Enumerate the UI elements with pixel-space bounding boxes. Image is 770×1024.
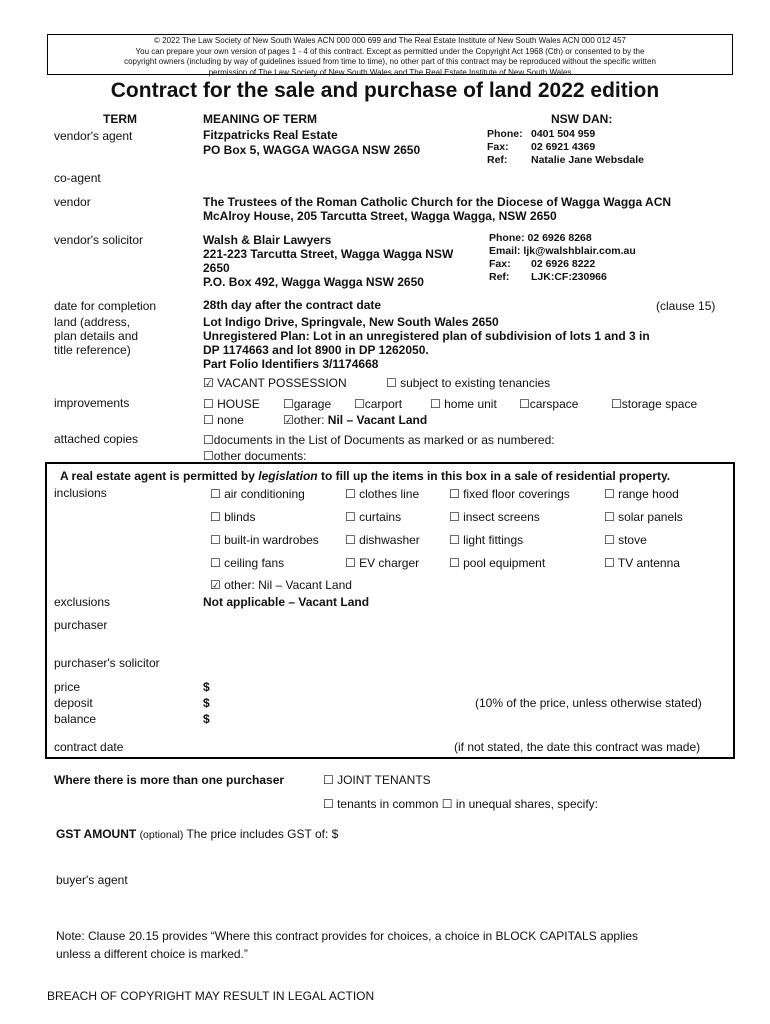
inclusion-pool-equipment[interactable]: ☐ pool equipment <box>449 556 546 570</box>
land-line-2: Unregistered Plan: Lot in an unregistered plan of subdivision of lots 1 and 3 in <box>203 329 650 343</box>
attached-copies-label: attached copies <box>54 432 139 446</box>
note-line-2: unless a different choice is marked.” <box>56 947 248 961</box>
vendors-solicitor-label: vendor's solicitor <box>54 233 143 247</box>
inclusion-light-fittings[interactable]: ☐ light fittings <box>449 533 524 547</box>
page-title: Contract for the sale and purchase of land 2022 edition <box>110 79 660 102</box>
other-documents-checkbox[interactable]: ☐other documents: <box>203 449 307 463</box>
carport-checkbox[interactable]: ☐carport <box>354 397 403 411</box>
inclusion-insect-screens[interactable]: ☐ insect screens <box>449 510 540 524</box>
vendors-agent-contact <box>487 128 644 167</box>
land-line-1: Lot Indigo Drive, Springvale, New South Wales 2650 <box>203 315 499 329</box>
vendors-solicitor-contact <box>489 232 636 284</box>
heading-post: to fill up the items in this box in a sale of residential property. <box>317 469 671 483</box>
vendors-agent-fax: 02 6921 4369 <box>531 141 596 153</box>
co-agent-label: co-agent <box>54 171 101 185</box>
land-line-4: Part Folio Identifiers 3/1174668 <box>203 357 379 371</box>
completion-value: 28th day after the contract date <box>203 298 382 312</box>
vendors-solicitor-address-3: P.O. Box 492, Wagga Wagga NSW 2650 <box>203 275 424 289</box>
fax-label: Fax: <box>487 141 509 153</box>
storage-space-checkbox[interactable]: ☐storage space <box>611 397 698 411</box>
copyright-line-1: © 2022 The Law Society of New South Wales ACN 000 000 699 and The Real Estate Institute of New South Wales ACN 000 012 457 <box>154 36 626 45</box>
deposit-label: deposit <box>54 696 93 710</box>
inclusion-solar-panels[interactable]: ☐ solar panels <box>604 510 683 524</box>
inclusion-ceiling-fans[interactable]: ☐ ceiling fans <box>210 556 285 570</box>
ref-label: Ref: <box>489 271 510 283</box>
completion-label: date for completion <box>54 299 157 313</box>
choices-note <box>56 927 638 963</box>
vendors-solicitor-address-2: 2650 <box>203 261 230 275</box>
copyright-warning: BREACH OF COPYRIGHT MAY RESULT IN LEGAL ACTION <box>47 989 375 1003</box>
none-checkbox[interactable]: ☐ none <box>203 413 244 427</box>
list-of-documents-checkbox[interactable]: ☐documents in the List of Documents as marked or as numbered: <box>203 433 555 447</box>
vacant-possession-checkbox[interactable]: ☑ VACANT POSSESSION <box>203 376 347 390</box>
inclusion-blinds[interactable]: ☐ blinds <box>210 510 256 524</box>
copyright-line-2: You can prepare your own version of pages 1 - 4 of this contract. Except as permitted under the Copyright Act 1968 (Cth) or consented to by the <box>135 46 645 56</box>
term-header: TERM <box>103 112 137 126</box>
purchaser-label: purchaser <box>54 618 108 632</box>
land-label-3: title reference) <box>54 343 131 357</box>
price-label: price <box>54 680 81 694</box>
deposit-dollar: $ <box>203 696 210 710</box>
heading-legislation: legislation <box>258 469 318 483</box>
copyright-notice <box>47 34 733 75</box>
tenants-in-common-checkbox[interactable]: ☐ tenants in common ☐ in unequal shares, specify: <box>323 797 598 811</box>
inclusion-tv-antenna[interactable]: ☐ TV antenna <box>604 556 680 570</box>
multi-purchaser-label: Where there is more than one purchaser <box>54 773 285 787</box>
gst-label: GST AMOUNT <box>56 827 137 841</box>
ref-label: Ref: <box>487 154 508 166</box>
vendors-solicitor-fax: 02 6926 8222 <box>531 258 596 270</box>
inclusion-built-in-wardrobes[interactable]: ☐ built-in wardrobes <box>210 533 319 547</box>
vendors-solicitor-ref: LJK:CF:230966 <box>531 271 607 283</box>
contract-date-label: contract date <box>54 740 124 754</box>
land-label-1: land (address, <box>54 315 131 329</box>
note-line-1: Note: Clause 20.15 provides “Where this contract provides for choices, a choice in BLOCK CAPITALS applies <box>56 929 639 943</box>
meaning-header: MEANING OF TERM <box>203 112 317 126</box>
phone-label: Phone: <box>487 128 523 140</box>
agent-box <box>45 462 735 759</box>
vendors-agent-address: PO Box 5, WAGGA WAGGA NSW 2650 <box>203 143 421 157</box>
other-checkbox-label: ☑other: <box>283 413 325 427</box>
vendors-agent-name: Fitzpatricks Real Estate <box>203 128 338 142</box>
inclusion-clothes-line[interactable]: ☐ clothes line <box>345 487 420 501</box>
exclusions-value: Not applicable – Vacant Land <box>203 595 370 609</box>
inclusion-stove[interactable]: ☐ stove <box>604 533 647 547</box>
vendor-line-1: The Trustees of the Roman Catholic Church for the Diocese of Wagga Wagga ACN <box>203 195 672 209</box>
land-line-3: DP 1174663 and lot 8900 in DP 1262050. <box>203 343 429 357</box>
copyright-line-4: permission of The Law Society of New South Wales and The Real Estate Institute of New South Wales <box>208 67 572 77</box>
balance-dollar: $ <box>203 712 210 726</box>
purchasers-solicitor-label: purchaser's solicitor <box>54 656 160 670</box>
agent-box-heading <box>60 469 670 483</box>
improvements-other-value: Nil – Vacant Land <box>327 413 428 427</box>
vendor-label: vendor <box>54 195 91 209</box>
improvements-label: improvements <box>54 396 130 410</box>
vendors-solicitor-address-1: 221-223 Tarcutta Street, Wagga Wagga NSW <box>203 247 454 261</box>
joint-tenants-checkbox[interactable]: ☐ JOINT TENANTS <box>323 773 431 787</box>
inclusion-ev-charger[interactable]: ☐ EV charger <box>345 556 420 570</box>
vendors-solicitor-name: Walsh & Blair Lawyers <box>203 233 332 247</box>
balance-label: balance <box>54 712 97 726</box>
gst-text: The price includes GST of: $ <box>186 827 339 841</box>
completion-clause: (clause 15) <box>656 299 716 313</box>
inclusion-air-conditioning[interactable]: ☐ air conditioning <box>210 487 305 501</box>
price-dollar: $ <box>203 680 210 694</box>
vendors-agent-label: vendor's agent <box>54 129 133 143</box>
contract-date-note: (if not stated, the date this contract was made) <box>454 740 701 754</box>
vendors-agent-phone: 0401 504 959 <box>531 128 596 140</box>
inclusion-range-hood[interactable]: ☐ range hood <box>604 487 679 501</box>
vendors-solicitor-phone: Phone: 02 6926 8268 <box>489 232 592 244</box>
carspace-checkbox[interactable]: ☐carspace <box>519 397 579 411</box>
gst-optional: (optional) <box>139 829 184 841</box>
inclusion-dishwasher[interactable]: ☐ dishwasher <box>345 533 420 547</box>
improvements-other-checkbox[interactable] <box>283 413 427 427</box>
fax-label: Fax: <box>489 258 511 270</box>
nsw-dan-header: NSW DAN: <box>551 112 613 126</box>
exclusions-label: exclusions <box>54 595 111 609</box>
existing-tenancies-checkbox[interactable]: ☐ subject to existing tenancies <box>386 376 551 390</box>
vendor-line-2: McAlroy House, 205 Tarcutta Street, Wagga Wagga, NSW 2650 <box>203 209 557 223</box>
vendors-solicitor-email: Email: ljk@walshblair.com.au <box>489 245 636 257</box>
land-label-2: plan details and <box>54 329 139 343</box>
gst-row <box>56 827 338 842</box>
home-unit-checkbox[interactable]: ☐ home unit <box>430 397 497 411</box>
heading-pre: A real estate agent is permitted by <box>60 469 259 483</box>
deposit-note: (10% of the price, unless otherwise stated) <box>475 696 702 710</box>
buyers-agent-label: buyer's agent <box>56 873 128 887</box>
vendors-agent-ref: Natalie Jane Websdale <box>531 154 645 166</box>
inclusion-other-checkbox[interactable]: ☑ other: Nil – Vacant Land <box>210 578 352 592</box>
garage-checkbox[interactable]: ☐garage <box>283 397 332 411</box>
inclusion-curtains[interactable]: ☐ curtains <box>345 510 402 524</box>
house-checkbox[interactable]: ☐ HOUSE <box>203 397 260 411</box>
inclusions-label: inclusions <box>54 486 107 500</box>
copyright-line-3: copyright owners (including by way of guidelines issued from time to time), no other part of this contract may be reproduced without the specific written <box>124 57 656 66</box>
inclusion-fixed-floor-coverings[interactable]: ☐ fixed floor coverings <box>449 487 570 501</box>
